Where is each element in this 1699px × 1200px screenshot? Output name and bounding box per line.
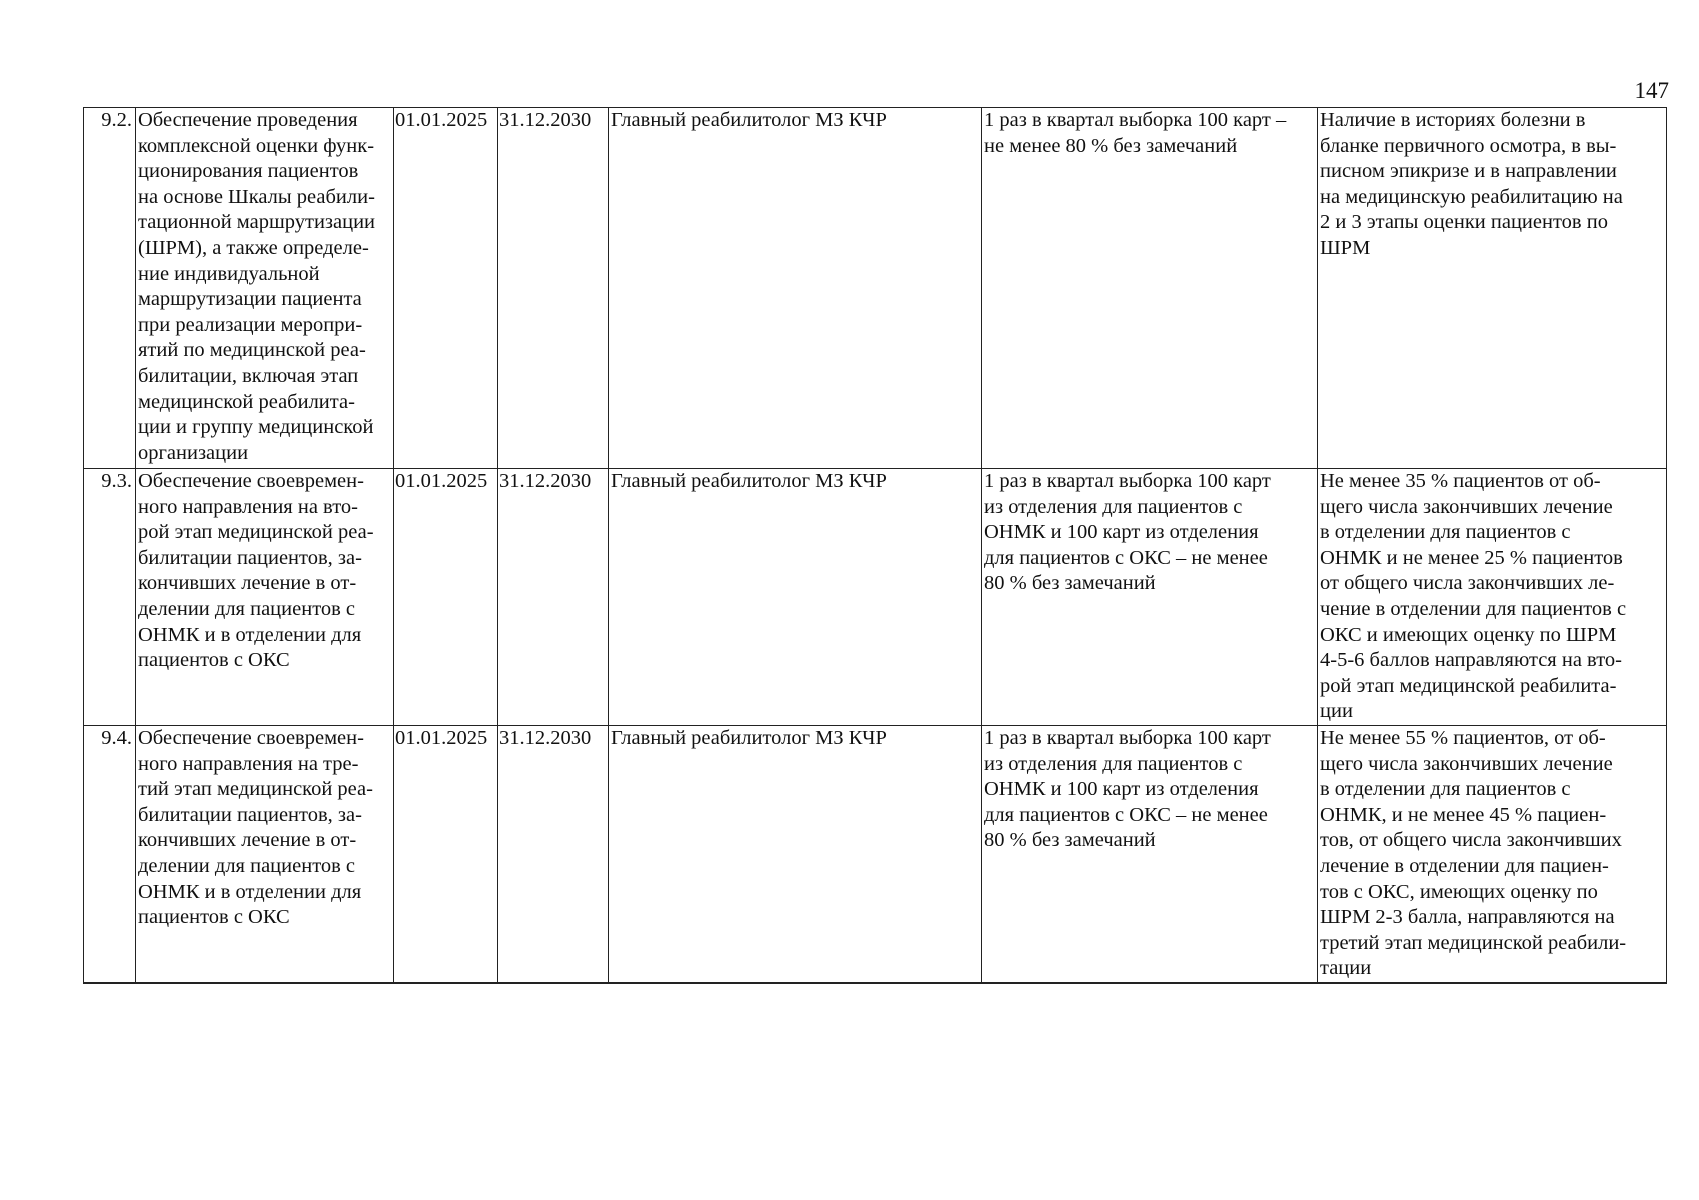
start-date: 01.01.2025: [394, 108, 498, 469]
row-number: 9.3.: [84, 469, 136, 726]
control-cell: 1 раз в квартал выборка 100 карт из отделения для пациентов с ОНМК и 100 карт из отделения для пациентов с ОКС – не менее 80 % без замечаний: [982, 726, 1318, 983]
page-number: 147: [1634, 78, 1669, 103]
measures-table: [83, 107, 1667, 984]
responsible-cell: Главный реабилитолог МЗ КЧР: [609, 726, 982, 983]
end-date: 31.12.2030: [498, 469, 609, 726]
row-number: 9.2.: [84, 108, 136, 469]
control-cell: 1 раз в квартал выборка 100 карт – не менее 80 % без замечаний: [982, 108, 1318, 469]
table-row: [84, 726, 1667, 983]
measure-cell: Обеспечение своевремен- ного направления на тре- тий этап медицинской реа- билитации пациентов, за- кончивших лечение в от- делении для пациентов с ОНМК и в отделении для пациентов с ОКС: [136, 726, 394, 983]
start-date: 01.01.2025: [394, 726, 498, 983]
end-date: 31.12.2030: [498, 108, 609, 469]
control-cell: 1 раз в квартал выборка 100 карт из отделения для пациентов с ОНМК и 100 карт из отделения для пациентов с ОКС – не менее 80 % без замечаний: [982, 469, 1318, 726]
row-number: 9.4.: [84, 726, 136, 983]
result-cell: Не менее 35 % пациентов от об- щего числа закончивших лечение в отделении для пациентов с ОНМК и не менее 25 % пациентов от общего числа закончивших ле- чение в отделении для пациентов с ОКС и имеющих оценку по ШРМ 4-5-6 баллов направляются на вто- рой этап медицинской реабилита- ции: [1318, 469, 1667, 726]
measure-cell: Обеспечение проведения комплексной оценки функ- ционирования пациентов на основе Шкалы реабили- тационной маршрутизации (ШРМ), а также определе- ние индивидуальной маршрутизации пациента при реализации меропри- ятий по медицинской реа- билитации, включая этап медицинской реабилита- ции и группу медицинской организации: [136, 108, 394, 469]
table-row: [84, 469, 1667, 726]
table-row: [84, 108, 1667, 469]
responsible-cell: Главный реабилитолог МЗ КЧР: [609, 108, 982, 469]
responsible-cell: Главный реабилитолог МЗ КЧР: [609, 469, 982, 726]
result-cell: Не менее 55 % пациентов, от об- щего числа закончивших лечение в отделении для пациентов с ОНМК, и не менее 45 % пациен- тов, от общего числа закончивших лечение в отделении для пациен- тов с ОКС, имеющих оценку по ШРМ 2-3 балла, направляются на третий этап медицинской реабили- тации: [1318, 726, 1667, 983]
measure-cell: Обеспечение своевремен- ного направления на вто- рой этап медицинской реа- билитации пациентов, за- кончивших лечение в от- делении для пациентов с ОНМК и в отделении для пациентов с ОКС: [136, 469, 394, 726]
result-cell: Наличие в историях болезни в бланке первичного осмотра, в вы- писном эпикризе и в направлении на медицинскую реабилитацию на 2 и 3 этапы оценки пациентов по ШРМ: [1318, 108, 1667, 469]
start-date: 01.01.2025: [394, 469, 498, 726]
end-date: 31.12.2030: [498, 726, 609, 983]
